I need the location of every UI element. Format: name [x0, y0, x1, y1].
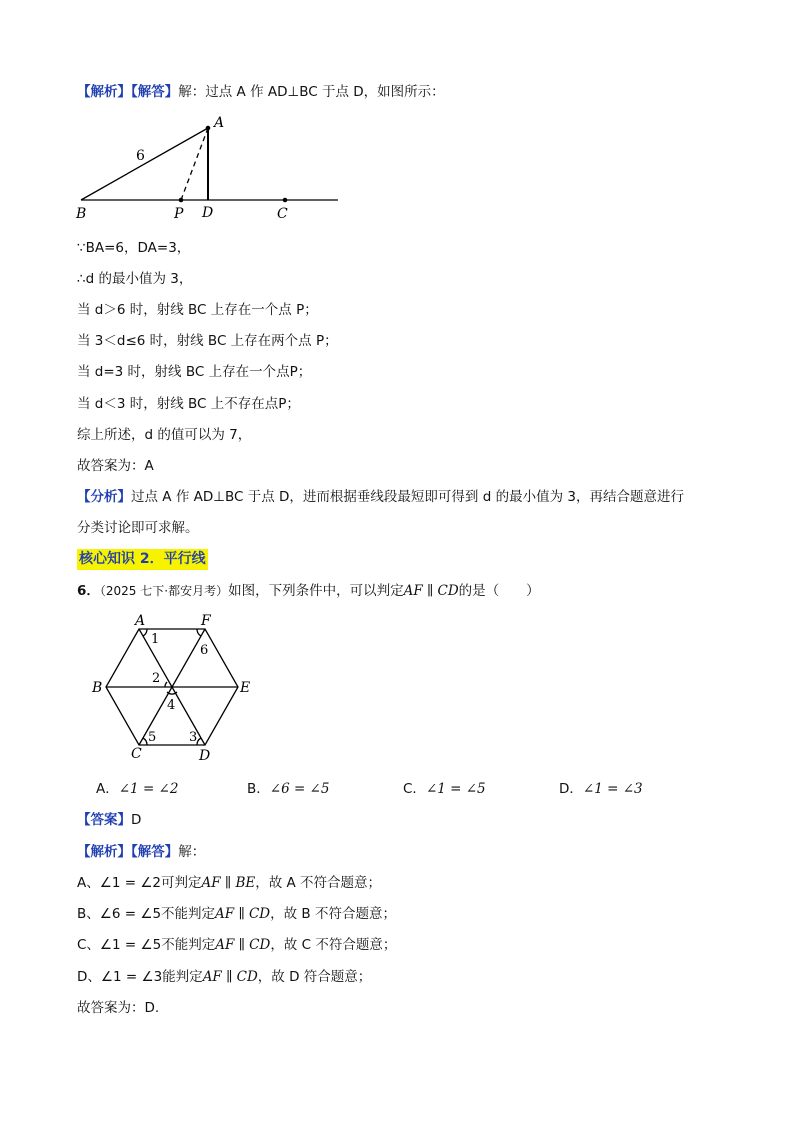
question-source: （2025 七下·都安月考） [99, 584, 229, 598]
label-a: A [214, 115, 225, 131]
answer6-conclusion: 故答案为：D. [77, 1000, 160, 1016]
section-title: 核心知识 2．平行线 [77, 549, 208, 570]
solution1-line-7: 综上所述，d 的值可以为 7， [77, 427, 252, 443]
answer6-value: D [131, 812, 142, 828]
answer6-intro: 解： [178, 844, 206, 860]
hex-label-b: B [92, 680, 103, 696]
solution1-intro-line [77, 83, 445, 101]
option-c-label: C． [403, 781, 426, 797]
solution1-line-3: 当 d＞6 时，射线 BC 上存在一个点 P； [77, 302, 318, 318]
angle-label-1: 1 [151, 632, 160, 647]
answer6-b-suffix: ，故 B 不符合题意； [270, 906, 396, 922]
solution1-analysis-line-1 [77, 488, 684, 506]
analysis-tag: 【解析】 [77, 84, 131, 100]
answer6-d-prefix: D、∠1 = ∠3能判定 [77, 969, 203, 985]
option-b[interactable] [247, 780, 329, 798]
answer6-solution-header [77, 843, 205, 861]
answer6-line-b [77, 905, 396, 923]
solution1-analysis-line-2: 分类讨论即可求解。 [77, 520, 199, 536]
answer6-line [77, 811, 141, 829]
answer6-a-suffix: ，故 A 不符合题意； [255, 875, 382, 891]
solution1-line-4: 当 3＜d≤6 时，射线 BC 上存在两个点 P； [77, 333, 338, 349]
solution1-line-2: ∴d 的最小值为 3， [77, 271, 193, 287]
option-a[interactable] [96, 780, 178, 798]
hex-label-d: D [199, 748, 211, 764]
hex-label-a: A [135, 613, 146, 629]
option-d-text: ∠1 = ∠3 [582, 781, 643, 797]
option-a-text: ∠1 = ∠2 [118, 781, 179, 797]
solution1-line-6: 当 d＜3 时，射线 BC 上不存在点P； [77, 396, 300, 412]
analysis-text-1: 过点 A 作 AD⊥BC 于点 D，进而根据垂线段最短即可得到 d 的最小值为 3，再结合题意进行 [131, 489, 684, 505]
answer6-b-math: AF ∥ CD [215, 906, 271, 922]
point-c [283, 198, 288, 203]
solution1-line-5: 当 d=3 时，射线 BC 上存在一个点P； [77, 364, 312, 380]
angle-label-4: 4 [167, 698, 176, 713]
segment-ba [81, 128, 208, 200]
answer6-line-d [77, 968, 371, 986]
option-a-label: A． [96, 781, 119, 797]
angle-mark-3 [197, 738, 201, 745]
answer6-line-a [77, 874, 381, 892]
hex-label-e: E [240, 680, 251, 696]
label-d: D [202, 205, 214, 221]
answer6-answer-tag: 【解答】 [131, 844, 179, 860]
label-b: B [76, 206, 87, 222]
question-stem-prefix: 如图，下列条件中，可以判定 [228, 583, 404, 599]
segment-ap-dashed [181, 128, 208, 200]
answer6-analysis-tag: 【解析】 [77, 844, 131, 860]
option-b-label: B． [247, 781, 270, 797]
angle-label-2: 2 [152, 671, 161, 686]
solution1-line-1: ∵BA=6，DA=3， [77, 240, 191, 256]
answer6-tag: 【答案】 [77, 812, 131, 828]
answer6-c-suffix: ，故 C 不符合题意； [270, 937, 397, 953]
angle-label-6: 6 [200, 643, 209, 658]
option-c-text: ∠1 = ∠5 [425, 781, 486, 797]
hex-label-f: F [201, 613, 211, 629]
point-a [206, 126, 211, 131]
answer6-d-suffix: ，故 D 符合题意； [257, 969, 372, 985]
answer6-c-math: AF ∥ CD [215, 937, 271, 953]
option-b-text: ∠6 = ∠5 [269, 781, 330, 797]
label-p: P [174, 206, 184, 222]
solution1-intro: 解：过点 A 作 AD⊥BC 于点 D，如图所示： [178, 84, 445, 100]
hex-label-c: C [131, 746, 142, 762]
figure-2-hexagon [88, 610, 260, 768]
answer6-c-prefix: C、∠1 = ∠5不能判定 [77, 937, 216, 953]
angle-mark-6 [197, 629, 201, 636]
angle-mark-5 [143, 738, 147, 745]
answer6-d-math: AF ∥ CD [202, 969, 258, 985]
angle-label-5: 5 [148, 730, 157, 745]
option-d[interactable] [559, 780, 643, 798]
answer-tag: 【解答】 [131, 84, 179, 100]
angle-label-3: 3 [189, 730, 198, 745]
option-c[interactable] [403, 780, 486, 798]
analysis-summary-tag: 【分析】 [77, 489, 131, 505]
answer6-line-c [77, 936, 396, 954]
solution1-line-8: 故答案为：A [77, 458, 154, 474]
angle-mark-2 [165, 682, 167, 687]
answer6-a-prefix: A、∠1 = ∠2可判定 [77, 875, 202, 891]
answer6-a-math: AF ∥ BE [201, 875, 256, 891]
question6-stem [77, 582, 540, 600]
label-length-6: 6 [136, 148, 145, 164]
answer6-b-prefix: B、∠6 = ∠5不能判定 [77, 906, 216, 922]
question-stem-math: AF ∥ CD [403, 583, 459, 599]
angle-mark-1 [143, 629, 147, 636]
question-number: 6． [77, 583, 100, 599]
figure-1-triangle [70, 112, 350, 224]
label-c: C [277, 206, 288, 222]
point-p [179, 198, 184, 203]
question-stem-suffix: 的是（ ） [458, 583, 540, 599]
option-d-label: D． [559, 781, 583, 797]
